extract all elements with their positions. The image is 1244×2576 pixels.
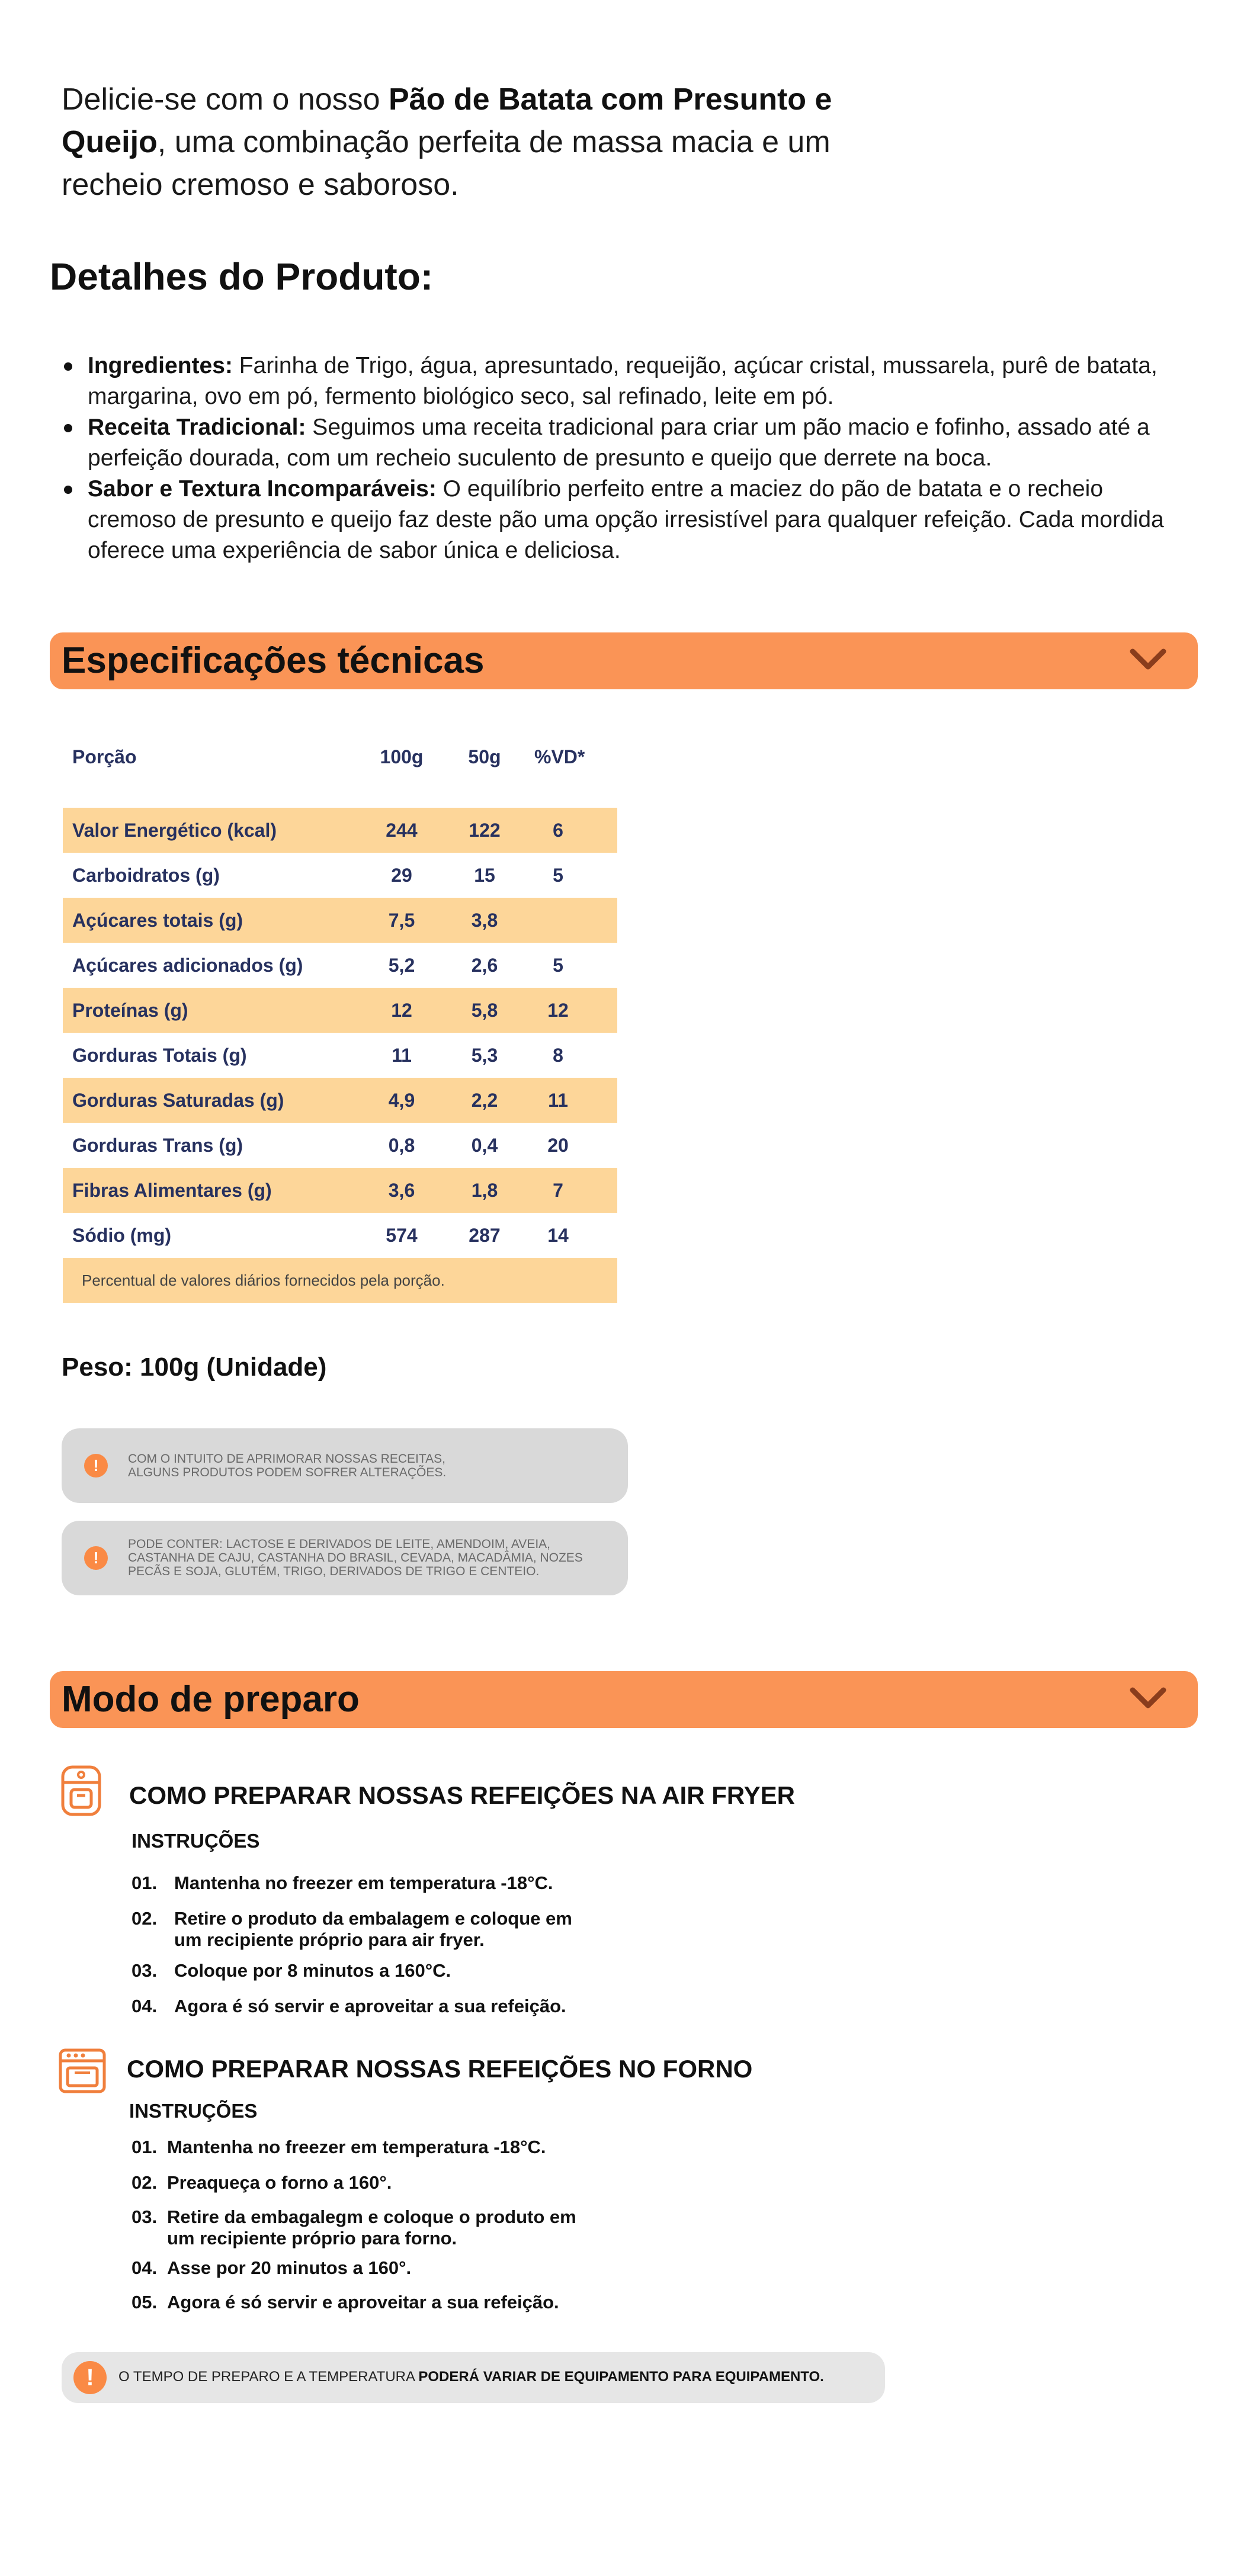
table-cell: 5,3 <box>471 1045 498 1066</box>
details-item-label: Ingredientes: <box>88 353 233 378</box>
table-row <box>63 1033 617 1078</box>
step-number: 03. <box>132 1960 158 1981</box>
airfryer-subtitle: INSTRUÇÕES <box>132 1830 260 1852</box>
table-cell: Fibras Alimentares (g) <box>72 1180 272 1201</box>
preparo-title: Modo de preparo <box>62 1679 360 1720</box>
preparo-accordion-header[interactable] <box>50 1671 1198 1728</box>
oven-icon <box>58 2048 107 2095</box>
details-title: Detalhes do Produto: <box>50 255 434 298</box>
notice-text <box>128 1537 583 1578</box>
table-footnote-row <box>63 1258 617 1303</box>
step-line: Mantenha no freezer em temperatura -18°C. <box>167 2137 546 2157</box>
step-number: 04. <box>132 2257 158 2278</box>
chevron-down-icon[interactable] <box>1129 1685 1167 1711</box>
step-number: 02. <box>132 2172 158 2193</box>
forno-subtitle: INSTRUÇÕES <box>129 2100 258 2122</box>
table-cell: 244 <box>386 820 418 841</box>
preparation-time-notice <box>62 2352 885 2403</box>
notice-line: COM O INTUITO DE APRIMORAR NOSSAS RECEITAS, <box>128 1452 445 1466</box>
table-row <box>63 1123 617 1168</box>
table-cell: Sódio (mg) <box>72 1225 172 1246</box>
step-number: 04. <box>132 1996 158 2016</box>
table-header-cell: 50g <box>468 746 501 767</box>
table-cell: Açúcares adicionados (g) <box>72 955 303 976</box>
table-row <box>63 853 617 898</box>
step-line: Agora é só servir e aproveitar a sua refeição. <box>167 2292 559 2312</box>
step-number: 03. <box>132 2206 158 2227</box>
notice-line: ALGUNS PRODUTOS PODEM SOFRER ALTERAÇÕES. <box>128 1466 447 1479</box>
intro-prefix: Delicie-se com o nosso <box>62 82 389 117</box>
table-cell: Gorduras Trans (g) <box>72 1135 243 1156</box>
details-item-ingredients <box>64 351 1190 412</box>
step-text <box>174 1996 636 2017</box>
table-row <box>63 898 617 943</box>
table-cell: 12 <box>391 1000 412 1021</box>
table-row <box>63 808 617 853</box>
table-cell: Gorduras Totais (g) <box>72 1045 247 1066</box>
table-row <box>63 1168 617 1213</box>
table-cell: 574 <box>386 1225 418 1246</box>
table-row <box>63 988 617 1033</box>
step-line: Preaqueça o forno a 160°. <box>167 2172 392 2193</box>
details-item-label: Sabor e Textura Incomparáveis: <box>88 476 437 502</box>
table-cell: 5,8 <box>471 1000 498 1021</box>
details-item-label: Receita Tradicional: <box>88 415 306 440</box>
step-line: Agora é só servir e aproveitar a sua refeição. <box>174 1996 566 2016</box>
details-item-text: Seguimos uma receita tradicional para criar um pão macio e fofinho, assado até a perfeição dourada, com um recheio suculento de presunto e queijo que derrete na boca. <box>88 415 1150 471</box>
table-cell: Proteínas (g) <box>72 1000 188 1021</box>
table-cell: Gorduras Saturadas (g) <box>72 1090 284 1111</box>
details-item-text: O equilíbrio perfeito entre a maciez do pão de batata e o recheio cremoso de presunto e queijo faz deste pão uma opção irresistível para qualquer refeição. Cada mordida oferece uma experiência de sabor única e deliciosa. <box>88 476 1164 563</box>
table-row <box>63 1078 617 1123</box>
warning-icon: ! <box>73 2361 107 2394</box>
table-cell: 15 <box>474 865 495 886</box>
table-cell: 3,6 <box>388 1180 415 1201</box>
specs-title: Especificações técnicas <box>62 640 485 681</box>
intro-suffix: , uma combinação perfeita de massa macia e um recheio cremoso e saboroso. <box>62 125 831 202</box>
notice-prefix: O TEMPO DE PREPARO E A TEMPERATURA <box>118 2369 419 2385</box>
air-fryer-icon <box>59 1765 103 1818</box>
chevron-down-icon[interactable] <box>1129 647 1167 673</box>
table-cell: 1,8 <box>471 1180 498 1201</box>
step-text <box>167 2257 629 2279</box>
table-header-row <box>63 734 617 771</box>
notice-text <box>128 1452 446 1479</box>
table-cell: 122 <box>469 820 501 841</box>
step-line: um recipiente próprio para air fryer. <box>174 1929 485 1950</box>
warning-icon: ! <box>84 1454 108 1477</box>
table-header-cell: 100g <box>380 746 424 767</box>
forno-title: COMO PREPARAR NOSSAS REFEIÇÕES NO FORNO <box>127 2055 753 2083</box>
step-line: Retire da embagalegm e coloque o produto em <box>167 2206 576 2227</box>
table-cell: 287 <box>469 1225 501 1246</box>
details-item-text: Farinha de Trigo, água, apresuntado, requeijão, açúcar cristal, mussarela, purê de batata, margarina, ovo em pó, fermento biológico seco, sal refinado, leite em pó. <box>88 353 1158 409</box>
step-line: Mantenha no freezer em temperatura -18°C. <box>174 1872 553 1893</box>
step-text <box>167 2206 629 2249</box>
product-name: Pão de Batata com Presunto e Queijo <box>62 82 832 159</box>
table-cell: Açúcares totais (g) <box>72 910 243 931</box>
table-cell: Valor Energético (kcal) <box>72 820 277 841</box>
table-cell: 5 <box>553 865 563 886</box>
step-line: Coloque por 8 minutos a 160°C. <box>174 1960 451 1981</box>
table-cell: 12 <box>547 1000 569 1021</box>
notice-line: CASTANHA DE CAJU, CASTANHA DO BRASIL, CEVADA, MACADÂMIA, NOZES <box>128 1551 583 1565</box>
step-number: 01. <box>132 1872 158 1893</box>
notice-line: PODE CONTER: LACTOSE E DERIVADOS DE LEITE, AMENDOIM, AVEIA, <box>128 1537 550 1551</box>
details-item-recipe <box>64 412 1190 474</box>
table-cell: 6 <box>553 820 563 841</box>
step-text <box>174 1872 636 1894</box>
step-text <box>174 1908 636 1951</box>
notice-text <box>118 2369 824 2385</box>
table-cell: 3,8 <box>471 910 498 931</box>
table-cell: 5,2 <box>388 955 415 976</box>
table-header-cell: %VD* <box>534 746 585 767</box>
table-header-cell: Porção <box>72 746 137 767</box>
table-cell: Carboidratos (g) <box>72 865 220 886</box>
step-text <box>167 2137 629 2158</box>
step-number: 05. <box>132 2292 158 2312</box>
table-cell: 14 <box>547 1225 569 1246</box>
table-row <box>63 943 617 988</box>
table-cell: 11 <box>548 1090 568 1111</box>
specs-accordion-header[interactable] <box>50 632 1198 689</box>
details-item-flavor <box>64 474 1190 566</box>
notice-line: PECÃS E SOJA, GLUTÉM, TRIGO, DERIVADOS DE TRIGO E CENTEIO. <box>128 1565 540 1578</box>
table-cell: 2,6 <box>471 955 498 976</box>
step-text <box>174 1960 636 1981</box>
table-cell: 7 <box>553 1180 563 1201</box>
warning-icon: ! <box>84 1546 108 1570</box>
details-list <box>64 351 1190 566</box>
table-cell: 2,2 <box>471 1090 498 1111</box>
notice-allergens <box>62 1521 628 1595</box>
table-cell: 5 <box>553 955 563 976</box>
product-weight: Peso: 100g (Unidade) <box>62 1353 327 1382</box>
step-text <box>167 2292 629 2313</box>
table-cell: 7,5 <box>388 910 415 931</box>
step-number: 01. <box>132 2137 158 2157</box>
step-number: 02. <box>132 1908 158 1929</box>
intro-paragraph <box>62 78 926 206</box>
step-line: Asse por 20 minutos a 160°. <box>167 2257 412 2278</box>
airfryer-title: COMO PREPARAR NOSSAS REFEIÇÕES NA AIR FRYER <box>129 1781 795 1809</box>
table-cell: 20 <box>547 1135 569 1156</box>
step-line: um recipiente próprio para forno. <box>167 2228 457 2249</box>
notice-recipe-changes <box>62 1428 628 1503</box>
table-cell: 0,4 <box>471 1135 498 1156</box>
table-cell: 11 <box>392 1045 412 1066</box>
step-text <box>167 2172 629 2193</box>
step-line: Retire o produto da embalagem e coloque em <box>174 1908 572 1929</box>
table-cell: 8 <box>553 1045 563 1066</box>
table-footnote: Percentual de valores diários fornecidos pela porção. <box>82 1271 445 1289</box>
table-cell: 0,8 <box>388 1135 415 1156</box>
notice-bold: PODERÁ VARIAR DE EQUIPAMENTO PARA EQUIPAMENTO. <box>418 2369 824 2385</box>
table-body <box>63 808 617 1303</box>
table-cell: 29 <box>391 865 412 886</box>
table-row <box>63 1213 617 1258</box>
table-cell: 4,9 <box>388 1090 415 1111</box>
